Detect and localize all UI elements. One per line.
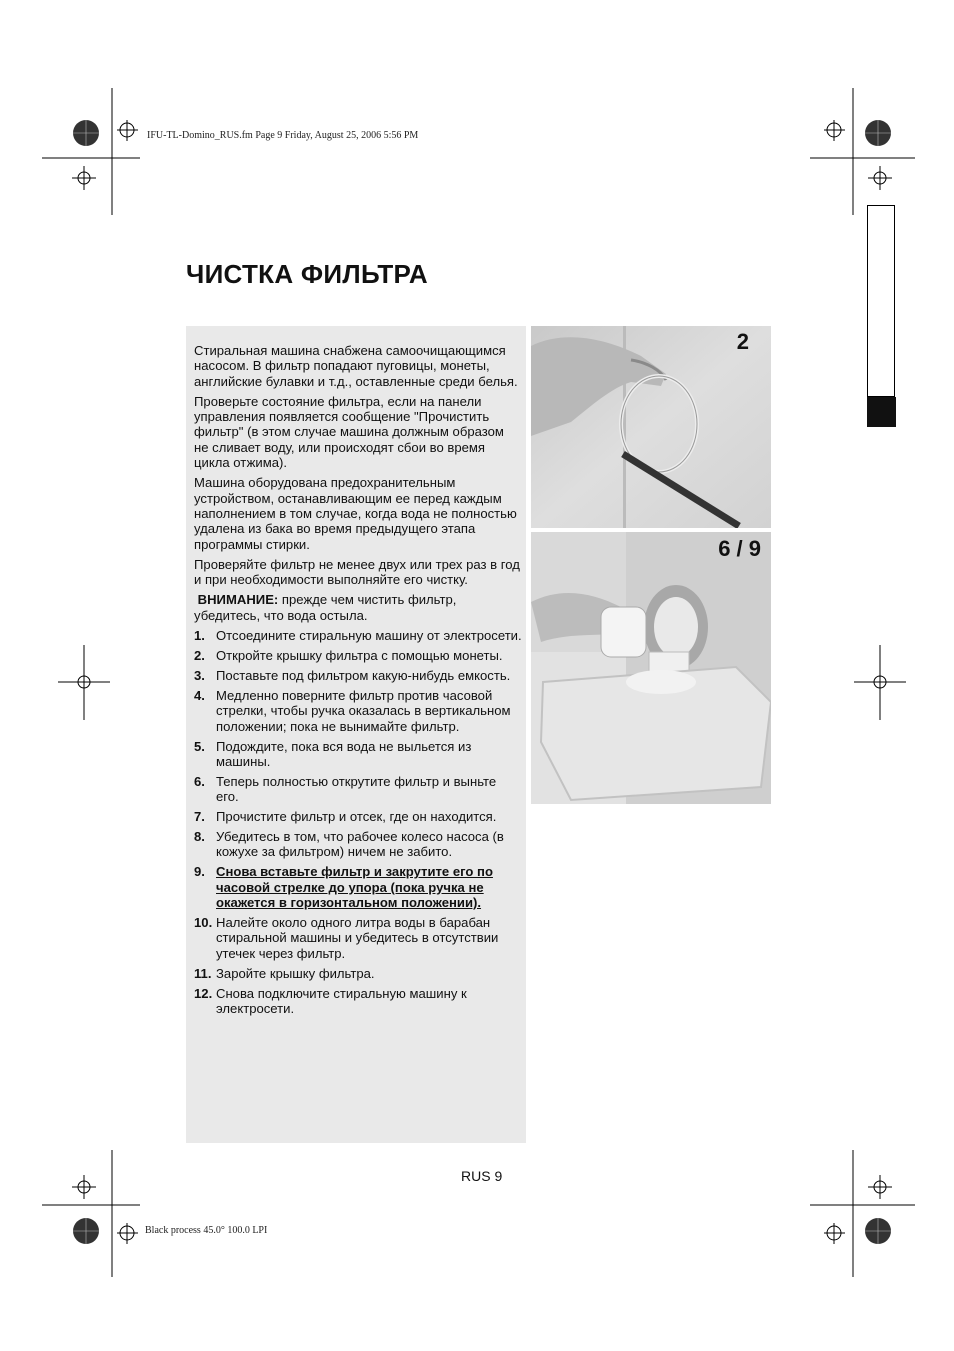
list-item (194, 668, 522, 683)
list-item (194, 648, 522, 663)
section-tab (867, 205, 895, 397)
steps-list (194, 628, 522, 1016)
list-item (194, 864, 522, 910)
list-item (194, 628, 522, 643)
paragraph: Проверьте состояние фильтра, если на панели управления появляется сообщение "Прочистить фильтр" (в этом случае машина должным образом не сливает воду, или происходят сбои во время цикла отжима). (194, 393, 504, 471)
step-text: Поставьте под фильтром какую-нибудь емкость. (216, 668, 511, 684)
step-text: Убедитесь в том, что рабочее колесо насоса (в кожухе за фильтром) ничем не забито. (216, 829, 504, 860)
step-text-emphasized: Снова вставьте фильтр и закрутите его по часовой стрелке до упора (пока ручка не окажется в горизонтальном положении). (216, 864, 493, 910)
step-number: 5. (194, 738, 205, 754)
photo-open-filter-cover (531, 326, 771, 528)
list-item (194, 829, 522, 860)
step-number: 7. (194, 809, 205, 825)
step-text: Заройте крышку фильтра. (216, 965, 375, 981)
filter-cover-illustration (531, 326, 771, 528)
step-number: 2. (194, 648, 205, 664)
step-number: 4. (194, 688, 205, 703)
print-header-line: IFU-TL-Domino_RUS.fm Page 9 Friday, August 25, 2006 5:56 PM (147, 130, 419, 141)
photo-step-label: 6 / 9 (718, 536, 761, 561)
page-number: RUS 9 (461, 1168, 503, 1184)
step-text: Теперь полностью открутите фильтр и выньте его. (216, 773, 497, 805)
page-title: ЧИСТКА ФИЛЬТРА (186, 259, 428, 289)
step-number: 10. (194, 914, 213, 930)
paragraph: Проверяйте фильтр не менее двух или трех раз в год и при необходимости выполняйте его чистку. (194, 556, 520, 588)
step-text: Медленно поверните фильтр против часовой стрелки, чтобы ручка оказалась в вертикальном положении; пока не вынимайте фильтр. (216, 688, 511, 734)
list-item (194, 966, 522, 981)
step-number: 6. (194, 773, 205, 789)
step-text: Откройте крышку фильтра с помощью монеты. (216, 648, 503, 664)
step-number: 12. (194, 985, 213, 1001)
photo-remove-filter (531, 532, 771, 804)
warning-label: ВНИМАНИЕ: (197, 592, 279, 608)
step-number: 8. (194, 829, 205, 845)
paragraph: Стиральная машина снабжена самоочищающимся насосом. В фильтр попадают пуговицы, монеты, английские булавки и т.д., оставленные среди белья. (194, 343, 518, 389)
list-item (194, 809, 522, 824)
paragraph: Машина оборудована предохранительным устройством, останавливающим ее перед каждым наполнением в том случае, когда вода не полностью удалена из бака во время предыдущего этапа программы стирки. (194, 475, 517, 552)
warning-paragraph (194, 592, 522, 623)
list-item (194, 986, 522, 1017)
list-item (194, 739, 522, 770)
step-text: Подождите, пока вся вода не выльется из машины. (216, 738, 472, 769)
photo-step-label: 2 (736, 329, 749, 354)
warning-text: прежде чем чистить фильтр, убедитесь, что вода остыла. (194, 592, 457, 623)
filter-removal-illustration (531, 532, 771, 804)
instructions-content (194, 343, 522, 1021)
step-number: 9. (194, 864, 205, 880)
section-tab-marker (867, 397, 896, 427)
list-item (194, 915, 522, 961)
step-number: 1. (194, 628, 205, 644)
step-number: 11. (194, 965, 212, 981)
step-text: Налейте около одного литра воды в барабан стиральной машины и убедитесь в отсутствии утечек через фильтр. (216, 914, 499, 961)
step-text: Прочистите фильтр и отсек, где он находится. (216, 809, 497, 825)
step-text: Снова подключите стиральную машину к электросети. (216, 985, 467, 1016)
step-number: 3. (194, 668, 205, 684)
list-item (194, 688, 522, 734)
step-text: Отсоедините стиральную машину от электросети. (216, 628, 522, 644)
list-item (194, 774, 522, 805)
print-footer-line: Black process 45.0° 100.0 LPI (145, 1225, 268, 1236)
